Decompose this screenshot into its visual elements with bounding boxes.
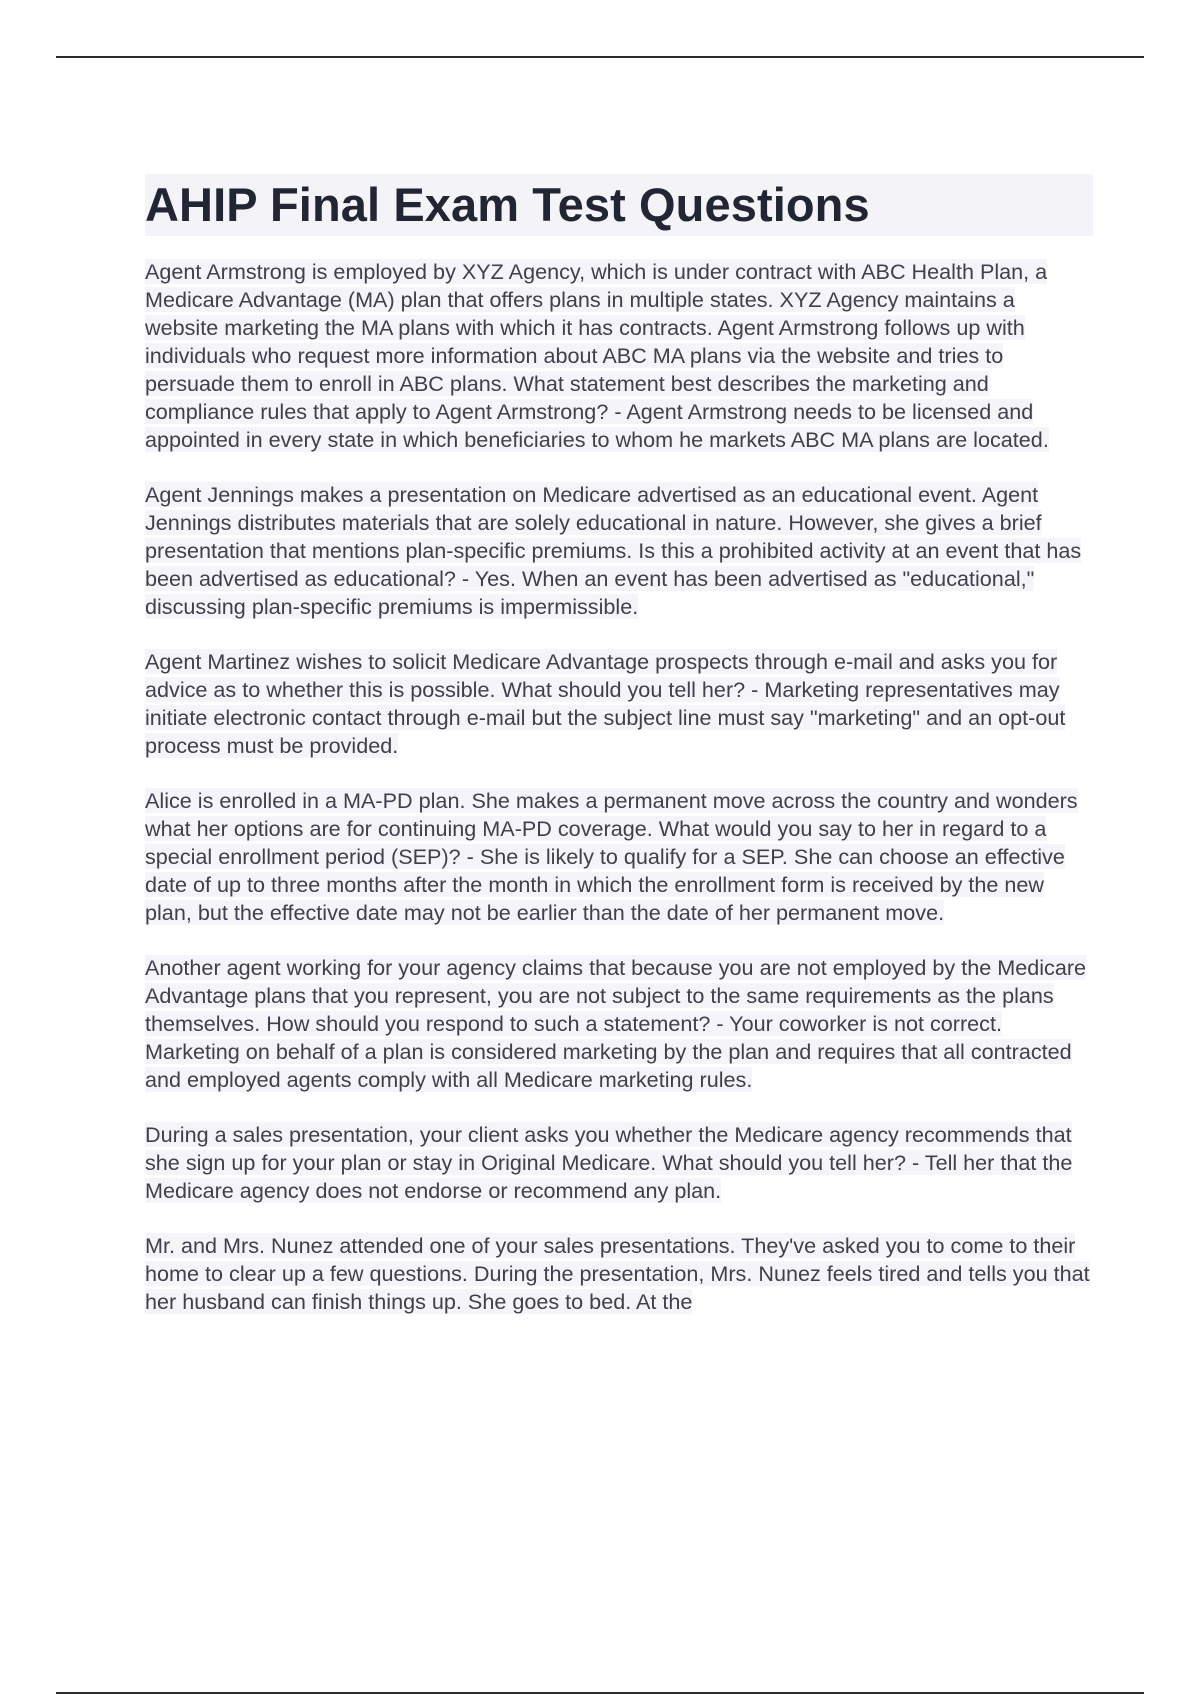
title-block [145,174,1093,236]
qa-item [145,481,1093,621]
qa-item-text: Agent Martinez wishes to solicit Medicare Advantage prospects through e-mail and asks you for advice as to whether this is possible. What should you tell her? - Marketing representatives may initiate electronic contact through e-mail but the subject line must say "marketing" and an opt-out process must be provided. [145,649,1066,758]
qa-item-text: Alice is enrolled in a MA-PD plan. She makes a permanent move across the country and wonders what her options are for continuing MA-PD coverage. What would you say to her in regard to a special enrollment period (SEP)? - She is likely to qualify for a SEP. She can choose an effective date of up to three months after the month in which the enrollment form is received by the new plan, but the effective date may not be earlier than the date of her permanent move. [145,788,1078,925]
qa-item-text: Agent Jennings makes a presentation on Medicare advertised as an educational event. Agent Jennings distributes materials that are solely educational in nature. However, she gives a brief presentation that mentions plan-specific premiums. Is this a prohibited activity at an event that has been advertised as educational? - Yes. When an event has been advertised as "educational," discussing plan-specific premiums is impermissible. [145,482,1082,619]
footer-rule [56,1692,1144,1694]
qa-item-text: Agent Armstrong is employed by XYZ Agency, which is under contract with ABC Health Plan, a Medicare Advantage (MA) plan that offers plans in multiple states. XYZ Agency maintains a website marketing the MA plans with which it has contracts. Agent Armstrong follows up with individuals who request more information about ABC MA plans via the website and tries to persuade them to enroll in ABC plans. What statement best describes the marketing and compliance rules that apply to Agent Armstrong? - Agent Armstrong needs to be licensed and appointed in every state in which beneficiaries to whom he markets ABC MA plans are located. [145,259,1049,452]
qa-item [145,954,1093,1094]
qa-item [145,258,1093,454]
qa-item [145,1232,1093,1316]
header-rule [56,56,1144,58]
qa-item-text: Another agent working for your agency claims that because you are not employed by the Medicare Advantage plans that you represent, you are not subject to the same requirements as the plans themselves. How should you respond to such a statement? - Your coworker is not correct. Marketing on behalf of a plan is considered marketing by the plan and requires that all contracted and employed agents comply with all Medicare marketing rules. [145,955,1087,1092]
page-title: AHIP Final Exam Test Questions [145,178,870,231]
qa-item [145,787,1093,927]
qa-item [145,1121,1093,1205]
qa-item [145,648,1093,760]
qa-item-text: During a sales presentation, your client asks you whether the Medicare agency recommends that she sign up for your plan or stay in Original Medicare. What should you tell her? - Tell her that the Medicare agency does not endorse or recommend any plan. [145,1122,1073,1203]
qa-item-text: Mr. and Mrs. Nunez attended one of your sales presentations. They've asked you to come to their home to clear up a few questions. During the presentation, Mrs. Nunez feels tired and tells you that her husband can finish things up. She goes to bed. At the [145,1233,1090,1314]
document-body [145,174,1093,1343]
